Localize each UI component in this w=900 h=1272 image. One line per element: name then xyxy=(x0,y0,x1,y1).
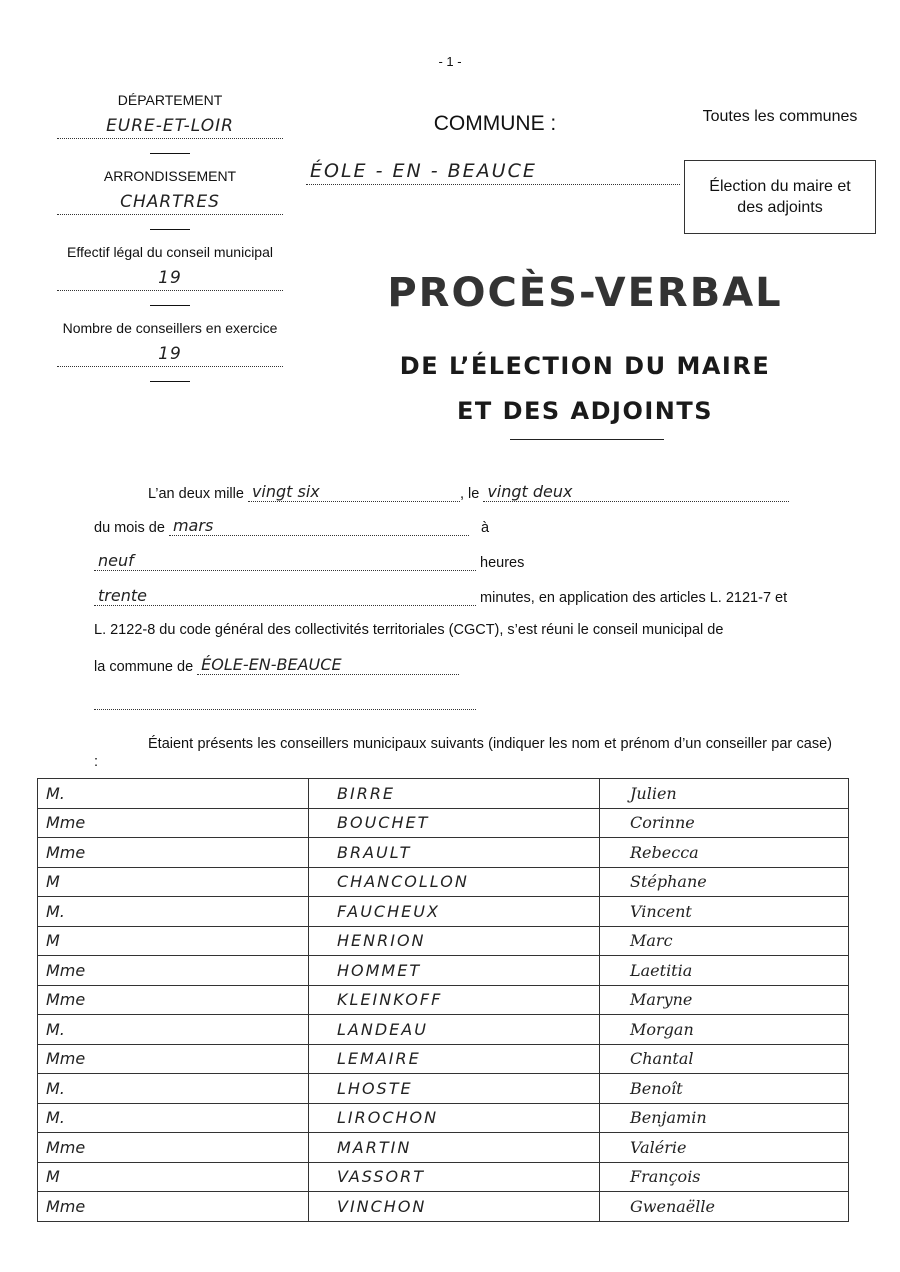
first-name-cell[interactable]: Julien xyxy=(600,779,849,809)
blank-field[interactable] xyxy=(94,690,476,710)
page-number: - 1 - xyxy=(438,54,462,69)
commune-field[interactable]: ÉOLE - EN - BEAUCE xyxy=(306,158,680,185)
councillors-table xyxy=(37,778,849,1222)
day-field[interactable]: vingt deux xyxy=(483,482,789,502)
last-name-cell[interactable]: HOMMET xyxy=(309,956,600,986)
date-line xyxy=(94,482,838,502)
civility-cell[interactable]: M. xyxy=(38,1015,309,1045)
commune-line xyxy=(94,655,838,675)
last-name-cell[interactable]: MARTIN xyxy=(309,1133,600,1163)
exercice-label: Nombre de conseillers en exercice xyxy=(62,320,278,336)
table-row xyxy=(38,1015,849,1045)
month-line xyxy=(94,516,838,536)
civility-cell[interactable]: M. xyxy=(38,779,309,809)
effectif-label: Effectif légal du conseil municipal xyxy=(67,244,273,260)
table-row xyxy=(38,926,849,956)
last-name-cell[interactable]: KLEINKOFF xyxy=(309,985,600,1015)
last-name-cell[interactable]: BRAULT xyxy=(309,838,600,868)
first-name-cell[interactable]: Benoît xyxy=(600,1074,849,1104)
effectif-field[interactable]: 19 xyxy=(57,266,283,291)
page-title: PROCÈS-VERBAL xyxy=(387,270,783,316)
hours-field[interactable]: neuf xyxy=(94,551,476,571)
day-prefix: , le xyxy=(459,486,480,502)
table-row xyxy=(38,1133,849,1163)
table-row xyxy=(38,1074,849,1104)
first-name-cell[interactable]: Corinne xyxy=(600,808,849,838)
commune-name-field[interactable]: ÉOLE-EN-BEAUCE xyxy=(197,655,459,675)
exercice-field[interactable]: 19 xyxy=(57,342,283,367)
administrative-info xyxy=(36,92,304,396)
civility-cell[interactable]: Mme xyxy=(38,1133,309,1163)
election-type-box xyxy=(684,160,876,234)
departement-field[interactable]: EURE-ET-LOIR xyxy=(57,114,283,139)
hours-line xyxy=(94,551,838,571)
divider xyxy=(150,153,190,154)
commune-label: COMMUNE : xyxy=(433,112,557,135)
civility-cell[interactable]: M xyxy=(38,926,309,956)
election-type-text: Élection du maire et des adjoints xyxy=(709,178,851,216)
first-name-cell[interactable]: Vincent xyxy=(600,897,849,927)
first-name-cell[interactable]: Gwenaëlle xyxy=(600,1192,849,1222)
table-row xyxy=(38,1192,849,1222)
arrondissement-field[interactable]: CHARTRES xyxy=(57,190,283,215)
hours-label: heures xyxy=(480,555,525,571)
first-name-cell[interactable]: Valérie xyxy=(600,1133,849,1163)
table-row xyxy=(38,808,849,838)
minutes-field[interactable]: trente xyxy=(94,586,476,606)
first-name-cell[interactable]: Maryne xyxy=(600,985,849,1015)
last-name-cell[interactable]: LEMAIRE xyxy=(309,1044,600,1074)
table-row xyxy=(38,897,849,927)
civility-cell[interactable]: Mme xyxy=(38,838,309,868)
page-subtitle-2: ET DES ADJOINTS xyxy=(456,397,714,425)
divider xyxy=(150,305,190,306)
last-name-cell[interactable]: VASSORT xyxy=(309,1162,600,1192)
page-subtitle-1: DE L’ÉLECTION DU MAIRE xyxy=(399,352,771,380)
last-name-cell[interactable]: HENRION xyxy=(309,926,600,956)
month-prefix: du mois de xyxy=(94,520,165,536)
divider xyxy=(150,229,190,230)
year-prefix: L’an deux mille xyxy=(148,486,244,502)
departement-label: DÉPARTEMENT xyxy=(117,92,223,108)
first-name-cell[interactable]: Rebecca xyxy=(600,838,849,868)
table-row xyxy=(38,867,849,897)
scope-label: Toutes les communes xyxy=(702,108,858,125)
last-name-cell[interactable]: BOUCHET xyxy=(309,808,600,838)
last-name-cell[interactable]: BIRRE xyxy=(309,779,600,809)
first-name-cell[interactable]: Benjamin xyxy=(600,1103,849,1133)
first-name-cell[interactable]: Marc xyxy=(600,926,849,956)
first-name-cell[interactable]: Stéphane xyxy=(600,867,849,897)
present-councillors-intro: Étaient présents les conseillers municipaux suivants (indiquer les nom et prénom d’un conseiller par case) : xyxy=(94,736,832,770)
table-row xyxy=(38,956,849,986)
first-name-cell[interactable]: Laetitia xyxy=(600,956,849,986)
civility-cell[interactable]: Mme xyxy=(38,1192,309,1222)
table-row xyxy=(38,1044,849,1074)
civility-cell[interactable]: Mme xyxy=(38,985,309,1015)
title-underline xyxy=(510,439,664,440)
table-row xyxy=(38,1162,849,1192)
civility-cell[interactable]: Mme xyxy=(38,808,309,838)
civility-cell[interactable]: M xyxy=(38,1162,309,1192)
civility-cell[interactable]: M xyxy=(38,867,309,897)
table-row xyxy=(38,838,849,868)
civility-cell[interactable]: Mme xyxy=(38,1044,309,1074)
cgct-line: L. 2122-8 du code général des collectivités territoriales (CGCT), s’est réuni le conseil municipal de xyxy=(94,622,724,638)
month-field[interactable]: mars xyxy=(169,516,469,536)
civility-cell[interactable]: Mme xyxy=(38,956,309,986)
civility-cell[interactable]: M. xyxy=(38,1074,309,1104)
table-row xyxy=(38,1103,849,1133)
minutes-text: minutes, en application des articles L. 2121-7 et xyxy=(480,590,788,606)
last-name-cell[interactable]: FAUCHEUX xyxy=(309,897,600,927)
commune-prefix: la commune de xyxy=(94,659,194,675)
year-field[interactable]: vingt six xyxy=(248,482,460,502)
last-name-cell[interactable]: CHANCOLLON xyxy=(309,867,600,897)
last-name-cell[interactable]: LIROCHON xyxy=(309,1103,600,1133)
at-label: à xyxy=(481,520,490,536)
civility-cell[interactable]: M. xyxy=(38,897,309,927)
table-row xyxy=(38,779,849,809)
arrondissement-label: ARRONDISSEMENT xyxy=(103,168,237,184)
table-row xyxy=(38,985,849,1015)
blank-line xyxy=(94,690,838,710)
last-name-cell[interactable]: LHOSTE xyxy=(309,1074,600,1104)
divider xyxy=(150,381,190,382)
first-name-cell[interactable]: François xyxy=(600,1162,849,1192)
first-name-cell[interactable]: Chantal xyxy=(600,1044,849,1074)
first-name-cell[interactable]: Morgan xyxy=(600,1015,849,1045)
minutes-line xyxy=(94,586,838,606)
last-name-cell[interactable]: VINCHON xyxy=(309,1192,600,1222)
civility-cell[interactable]: M. xyxy=(38,1103,309,1133)
last-name-cell[interactable]: LANDEAU xyxy=(309,1015,600,1045)
